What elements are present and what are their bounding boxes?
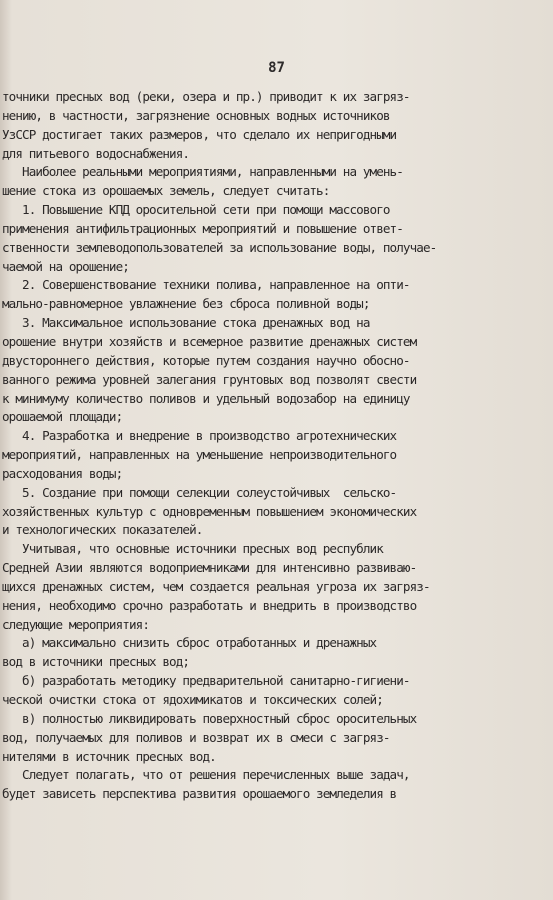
text-line: УзССР достигает таких размеров, что сделало их непригодными — [2, 126, 397, 142]
text-line: двустороннего действия, которые путем создания научно обосно- — [2, 352, 410, 368]
text-line: применения антифильтрационных мероприятий и повышение ответ- — [2, 220, 403, 236]
body-text — [2, 88, 542, 804]
text-line: хозяйственных культур с одновременным повышением экономических — [2, 503, 417, 519]
text-line: вод, получаемых для поливов и возврат их в смеси с загряз- — [2, 729, 390, 745]
text-line: Наиболее реальными мероприятиями, направленными на умень- — [2, 164, 403, 180]
text-line: а) максимально снизить сброс отработанных и дренажных — [2, 635, 377, 651]
text-line: нению, в частности, загрязнение основных водных источников — [2, 107, 390, 123]
text-line: вод в источники пресных вод; — [2, 654, 190, 670]
text-line: ванного режима уровней залегания грунтовых вод позволят свести — [2, 371, 417, 387]
text-line: следующие мероприятия: — [2, 616, 150, 632]
text-line: мально-равномерное увлажнение без сброса поливной воды; — [2, 296, 370, 312]
text-line: Следует полагать, что от решения перечисленных выше задач, — [2, 767, 410, 783]
text-line: 3. Максимальное использование стока дренажных вод на — [2, 315, 370, 331]
text-line: мероприятий, направленных на уменьшение непроизводительного — [2, 447, 397, 463]
text-line: 2. Совершенствование техники полива, направленное на опти- — [2, 277, 410, 293]
text-line: 4. Разработка и внедрение в производство агротехнических — [2, 428, 397, 444]
text-line: орошаемой площади; — [2, 409, 123, 425]
text-line: нения, необходимо срочно разработать и внедрить в производство — [2, 597, 417, 613]
text-line: шение стока из орошаемых земель, следует считать: — [2, 183, 330, 199]
text-line: б) разработать методику предварительной санитарно-гигиени- — [2, 673, 410, 689]
text-line: в) полностью ликвидировать поверхностный сброс оросительных — [2, 710, 417, 726]
text-line: Учитывая, что основные источники пресных вод республик — [2, 541, 383, 557]
text-line: к минимуму количество поливов и удельный водозабор на единицу — [2, 390, 410, 406]
text-line: нителями в источник пресных вод. — [2, 748, 216, 764]
text-line: 5. Создание при помощи селекции солеустойчивых сельско- — [2, 484, 397, 500]
text-line: для питьевого водоснабжения. — [2, 145, 190, 161]
text-line: и технологических показателей. — [2, 522, 203, 538]
text-line: ческой очистки стока от ядохимикатов и токсических солей; — [2, 692, 383, 707]
text-line: ственности землеводопользователей за использование воды, получае- — [2, 239, 437, 255]
text-line: чаемой на орошение; — [2, 258, 129, 274]
text-line: точники пресных вод (реки, озера и пр.) приводит к их загряз- — [2, 89, 410, 104]
text-line: щихся дренажных систем, чем создается реальная угроза их загряз- — [2, 578, 430, 594]
text-line: Средней Азии являются водоприемниками для интенсивно развиваю- — [2, 560, 417, 576]
text-line: 1. Повышение КПД оросительной сети при помощи массового — [2, 202, 390, 218]
page-number: 87 — [268, 60, 285, 76]
text-line: расходования воды; — [2, 465, 123, 481]
text-line: орошение внутри хозяйств и всемерное развитие дренажных систем — [2, 333, 417, 349]
text-line: будет зависеть перспектива развития орошаемого земледелия в — [2, 786, 397, 802]
